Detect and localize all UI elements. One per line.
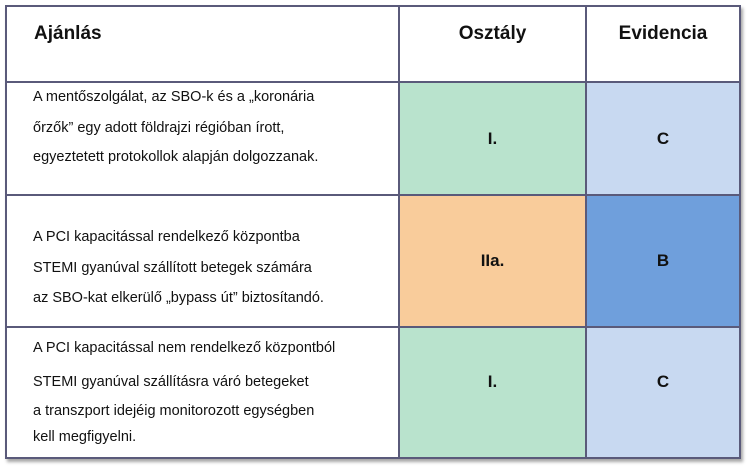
table-row — [7, 196, 739, 328]
evidence-cell — [587, 83, 739, 194]
header-evidence-cell — [587, 7, 739, 81]
class-cell — [400, 196, 587, 326]
recommendation-line: A PCI kapacitással nem rendelkező központból — [33, 340, 336, 356]
recommendation-table — [5, 5, 741, 459]
class-value: I. — [487, 372, 498, 391]
evidence-cell — [587, 328, 739, 457]
recommendation-line: A mentőszolgálat, az SBO-k és a „koronária — [33, 89, 315, 105]
recommendation-cell — [7, 196, 400, 326]
table-row — [7, 83, 739, 196]
evidence-value: B — [656, 251, 670, 270]
evidence-value: C — [656, 372, 670, 391]
recommendation-line: az SBO-kat elkerülő „bypass út” biztosítandó. — [33, 290, 324, 306]
header-recommendation-cell — [7, 7, 400, 81]
recommendation-line: egyeztetett protokollok alapján dolgozzanak. — [33, 149, 319, 165]
table-row — [7, 328, 739, 457]
table-header-row — [7, 7, 739, 83]
header-class: Osztály — [458, 23, 527, 44]
recommendation-line: STEMI gyanúval szállított betegek számára — [33, 260, 312, 276]
recommendation-line: A PCI kapacitással rendelkező központba — [33, 229, 300, 245]
header-evidence: Evidencia — [618, 23, 708, 44]
evidence-value: C — [656, 128, 670, 148]
header-recommendation: Ajánlás — [34, 23, 102, 44]
evidence-cell — [587, 196, 739, 326]
recommendation-cell — [7, 328, 400, 457]
class-value: IIa. — [480, 251, 505, 270]
recommendation-line: a transzport idejéig monitorozott egységben — [33, 403, 315, 419]
recommendation-cell — [7, 83, 400, 194]
recommendation-line: STEMI gyanúval szállításra váró betegeket — [33, 374, 309, 390]
recommendation-line: kell megfigyelni. — [33, 429, 137, 445]
class-value: I. — [487, 128, 498, 148]
header-class-cell — [400, 7, 587, 81]
class-cell — [400, 328, 587, 457]
class-cell — [400, 83, 587, 194]
recommendation-line: őrzők” egy adott földrajzi régióban írott, — [33, 120, 285, 136]
